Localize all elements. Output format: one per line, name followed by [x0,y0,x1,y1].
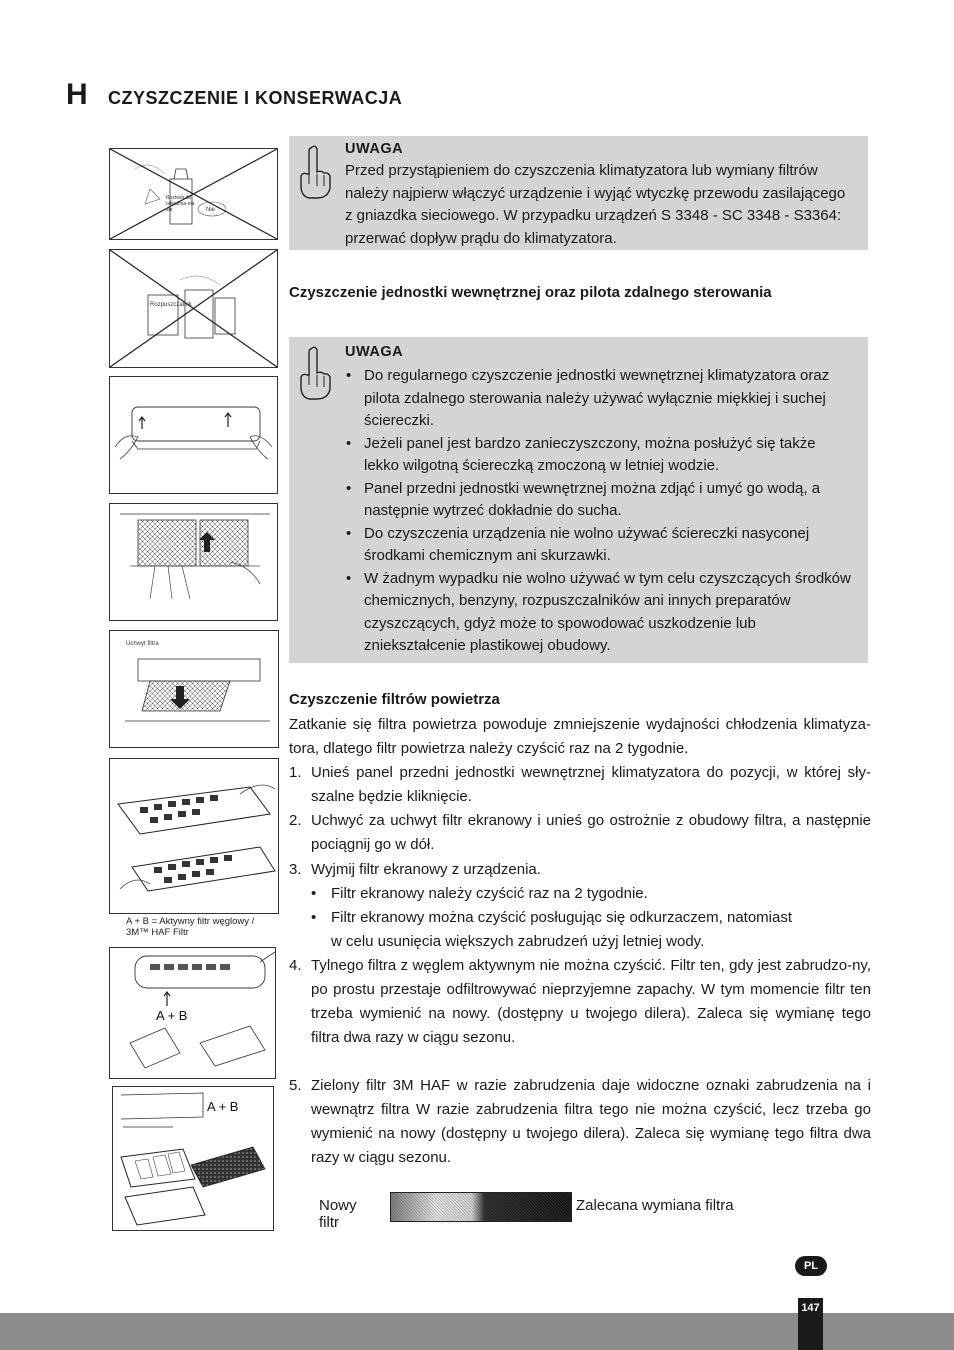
figure-caption: A + B = Aktywny filtr węglowy / 3M™ HAF Filtr [126,916,255,938]
step-text: Unieś panel przedni jednostki wewnętrznej klimatyzatora do pozycji, w której sły-szalne będzie kliknięcie. [311,764,871,805]
note-title: UWAGA [345,344,404,360]
step-text: Uchwyć za uchwyt filtr ekranowy i unieś go ostrożnie z obudowy filtra, a następnie pociągnij go w dół. [311,812,871,853]
figure-filter-handle [109,630,279,748]
figure-label: A + B [156,1008,188,1023]
intro-paragraph: Zatkanie się filtra powietrza powoduje zmniejszenie wydajności chłodzenia klimatyza-tora, dlatego filtr powietrza należy czyścić raz na 2 tygodnie. [289,716,871,757]
step-text: Zielony filtr 3M HAF w razie zabrudzenia daje widoczne oznaki zabrudzenia na i wewnątrz filtra W razie zabrudzenia filtra tego nie można czyścić, lecz trzeba go wymienić na nowy (dostępny u twojego dilera). Zaleca się wymianę tego filtra dwa razy w ciągu sezonu. [311,1077,871,1166]
figure-label: Rozpuszczalnik [150,302,192,308]
warning-note-power [289,136,868,250]
note-bullets [345,365,851,658]
new-filter-label: Nowy filtr [319,1197,357,1231]
note-bullet: • W żadnym wypadku nie wolno używać w tym celu czyszczących środków chemicznych, benzyny, rozpuszczalników ani innych preparatów czyszczących, gdyż może to spowodować uszkodzenie lub zniekształcenie plastikowej obudowy. [345,568,851,658]
step-text: Wyjmij filtr ekranowy z urządzenia. [311,861,541,878]
figure-carbon-filters [109,758,279,914]
filter-swatch-image [390,1192,572,1222]
note-body [345,160,851,250]
heading-indoor-unit-cleaning: Czyszczenie jednostki wewnętrznej oraz pilota zdalnego sterowania [289,284,772,301]
replace-filter-label: Zalecana wymiana filtra [576,1197,734,1214]
step-number: 5. [289,1077,302,1094]
bullet-dot: • [311,909,317,926]
step-item [289,954,871,1050]
step-item [289,1074,871,1170]
step-text: Tylnego filtra z węglem aktywnym nie można czyścić. Filtr ten, gdy jest zabrudzo-ny, po prostu przestaje odfiltrowywać nieprzyjemne zapachy. W tym momencie filtr ten trzeba wymienić na nowy. (dostępny u twojego dilera). Zaleca się wymianę tego filtra dwa razy w ciągu sezonu. [311,957,871,1046]
page-number: 147 [798,1298,823,1350]
note-bullet: • Do czyszczenia urządzenia nie wolno używać ściereczki nasyconej środkami chemicznym ani skurzawki. [345,523,851,568]
figure-no-disinfectant [109,148,278,240]
figure-lift-panel [109,376,278,494]
step-number: 2. [289,812,302,829]
step-bullet [311,906,871,954]
bullet-text: Filtr ekranowy należy czyścić raz na 2 tygodnie. [331,885,648,902]
note-line: z gniazdka sieciowego. W przypadku urządzeń S 3348 - SC 3348 - S3364: [345,207,842,224]
bullet-text: Filtr ekranowy można czyścić posługując się odkurzaczem, natomiast w celu usunięcia większych zabrudzeń użyj letniej wody. [331,909,793,950]
note-bullet: • Do regularnego czyszczenie jednostki wewnętrznej klimatyzatora oraz pilota zdalnego sterowania należy używać wyłącznie miękkiej i suchej ściereczki. [345,365,851,433]
pointing-hand-icon [297,144,333,200]
step-number: 3. [289,861,302,878]
section-title: CZYSZCZENIE I KONSERWACJA [108,88,403,108]
figure-insert-filters [109,947,276,1079]
step-item [289,809,871,857]
figure-label: A + B [207,1099,239,1114]
note-title: UWAGA [345,141,404,157]
figure-label: Uchwyt filtra [126,641,159,647]
figure-label: Roztwór do odkaźnia-nia sur [166,195,195,213]
note-bullet: • Jeżeli panel jest bardzo zanieczyszczony, można posłużyć się także lekko wilgotną ściereczką zmoczoną w letniej wodzie. [345,433,851,478]
note-line: Przed przystąpieniem do czyszczenia klimatyzatora lub wymiany filtrów [345,162,818,179]
language-badge: PL [795,1256,827,1276]
bullet-dot: • [311,885,317,902]
note-line: przerwać dopływ prądu do klimatyzatora. [345,229,617,247]
heading-filter-cleaning: Czyszczenie filtrów powietrza [289,691,500,708]
step-number: 1. [289,764,302,781]
step-number: 4. [289,957,302,974]
pointing-hand-icon [297,345,333,401]
step-bullet [311,882,871,906]
note-bullet: • Panel przedni jednostki wewnętrznej można zdjąć i umyć go wodą, a następnie wytrzeć dokładnie do sucha. [345,478,851,523]
warning-note-cleaning [289,337,868,663]
section-letter: H [66,78,89,111]
step-item [289,858,871,882]
figure-label: Nie [206,207,216,213]
note-line: należy najpierw włączyć urządzenie i wyjąć wtyczkę przewodu zasilającego [345,184,846,202]
figure-filter-frames [112,1086,274,1231]
figure-no-solvent [109,249,278,368]
figure-filter-mesh [109,503,278,621]
step-item [289,761,871,809]
